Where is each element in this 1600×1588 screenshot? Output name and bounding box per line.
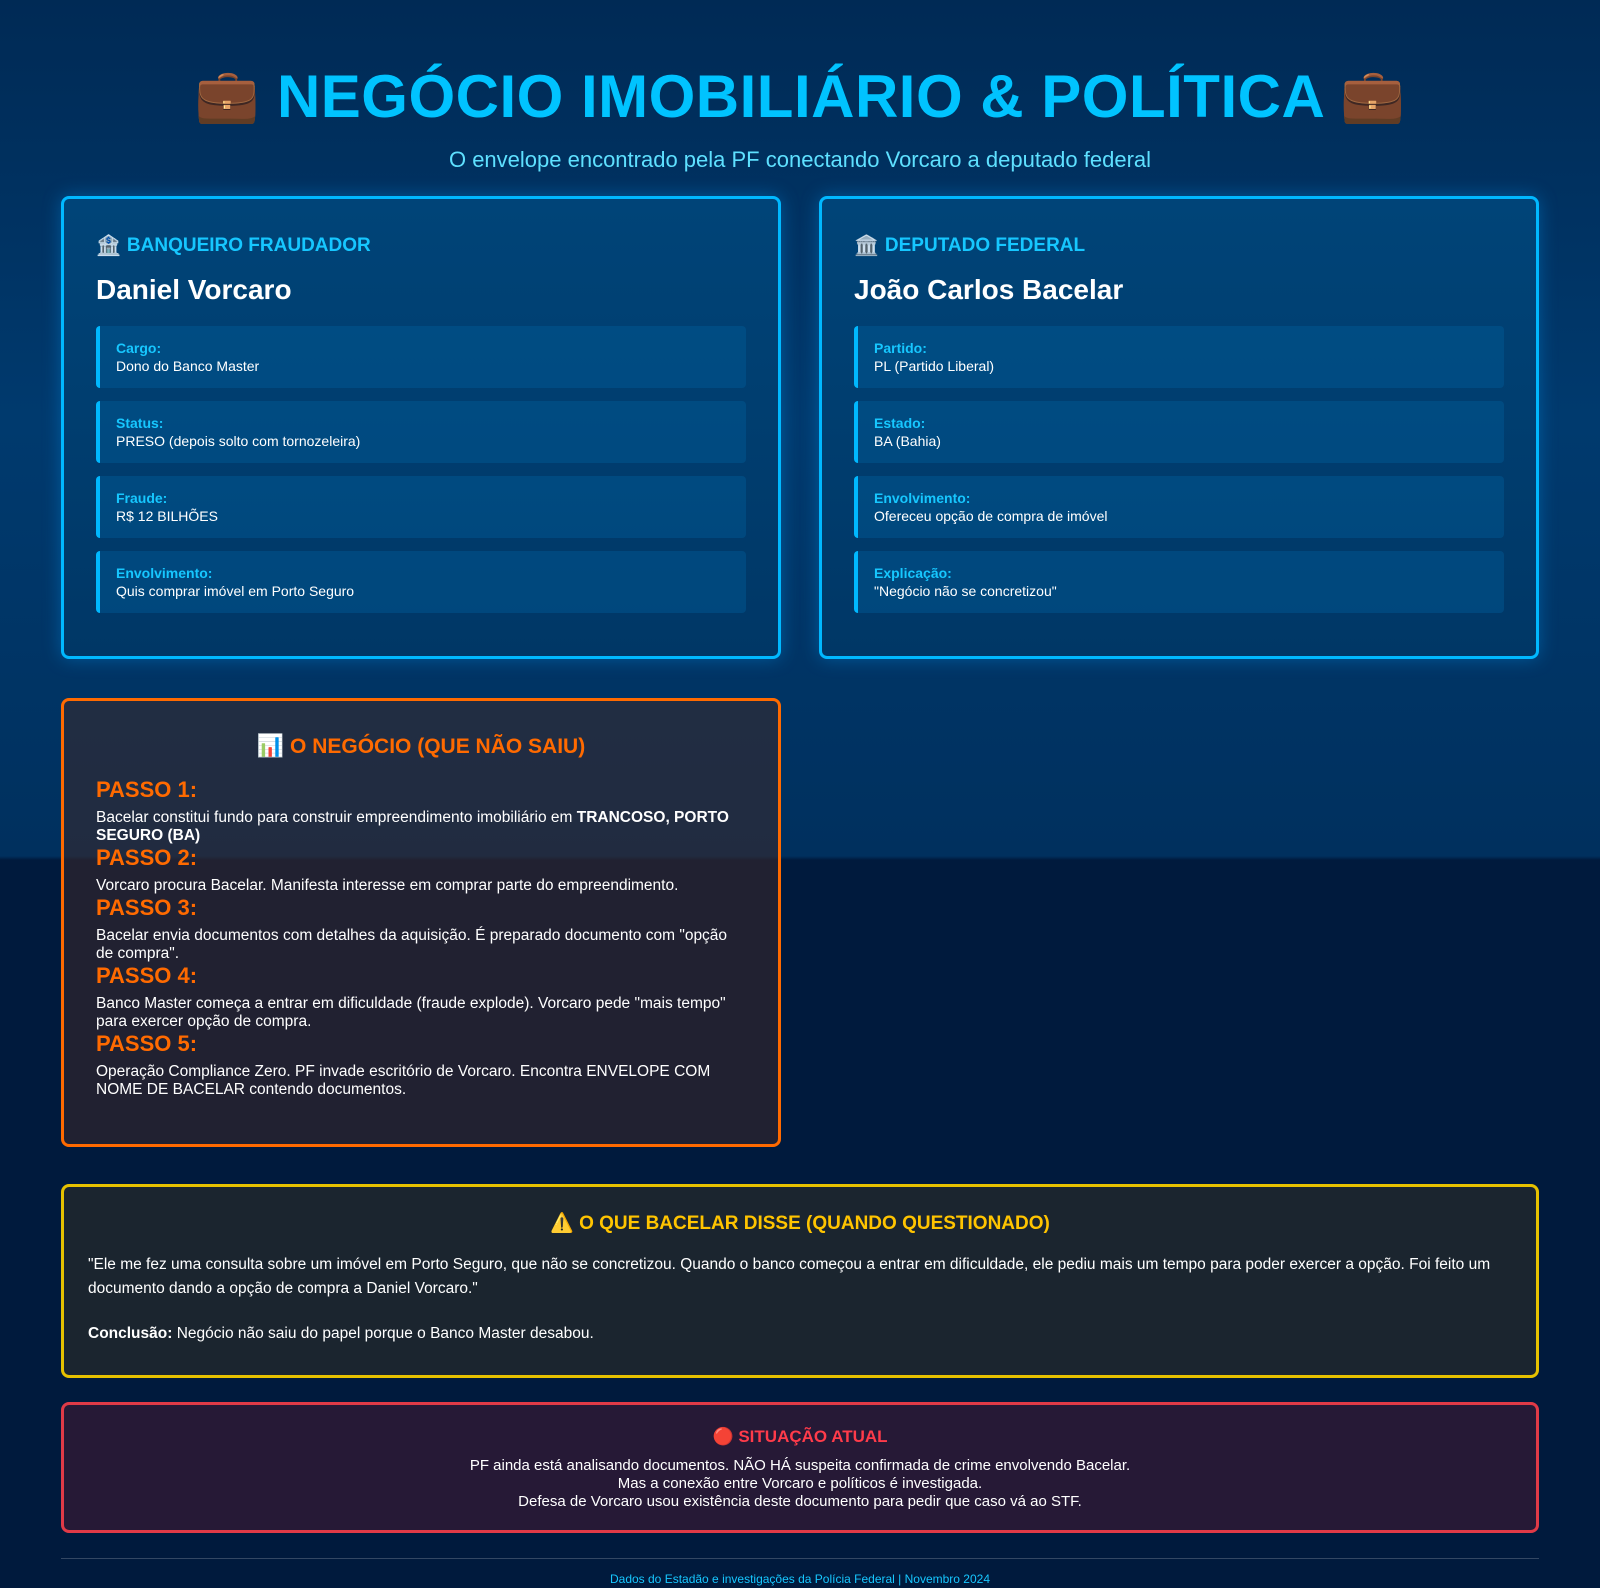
deputy-fields — [854, 326, 1504, 613]
warning-icon: ⚠️ — [550, 1213, 574, 1234]
conclusion-label: Conclusão: — [88, 1325, 173, 1342]
deputy-role-label: DEPUTADO FEDERAL — [884, 234, 1086, 256]
page-title — [0, 60, 1600, 133]
info-field — [854, 551, 1504, 613]
step-text: Bacelar envia documentos com detalhes da aquisição. É preparado documento com "opção de compra". — [96, 927, 728, 962]
page-header — [0, 60, 1600, 173]
field-value: "Negócio não se concretizou" — [874, 583, 1057, 599]
page-subtitle: O envelope encontrado pela PF conectando Vorcaro a deputado federal — [448, 147, 1152, 172]
info-field — [96, 476, 746, 538]
step-title: PASSO 2: — [96, 845, 198, 870]
field-label: Envolvimento: — [874, 490, 971, 506]
step-text: Operação Compliance Zero. PF invade escritório de Vorcaro. Encontra ENVELOPE COM NOME DE BACELAR contendo documentos. — [96, 1063, 711, 1098]
field-value: Quis comprar imóvel em Porto Seguro — [116, 583, 355, 599]
deal-heading — [96, 733, 746, 759]
situation-lines — [88, 1457, 1512, 1511]
info-field — [854, 326, 1504, 388]
briefcase-icon: 💼 — [194, 67, 260, 125]
bacelar-statement-card — [61, 1184, 1539, 1378]
step-text-plain: Bacelar constitui fundo para construir empreendimento imobiliário em — [96, 809, 577, 826]
footer-divider — [61, 1558, 1539, 1559]
field-label: Fraude: — [116, 490, 168, 506]
step-title: PASSO 4: — [96, 963, 198, 988]
briefcase-icon: 💼 — [1340, 67, 1406, 125]
field-label: Cargo: — [116, 340, 162, 356]
banker-fields — [96, 326, 746, 613]
deal-timeline-card — [61, 698, 781, 1147]
footer-source: Dados do Estadão e investigações da Polícia Federal | Novembro 2024 — [609, 1572, 990, 1586]
page-title-text: NEGÓCIO IMOBILIÁRIO & POLÍTICA — [276, 63, 1324, 130]
government-building-icon: 🏛️ — [854, 235, 879, 257]
step-text — [96, 809, 746, 845]
info-field — [854, 401, 1504, 463]
deal-steps — [96, 777, 746, 1099]
situation-line: Defesa de Vorcaro usou existência deste documento para pedir que caso vá ao STF. — [518, 1493, 1082, 1510]
info-field — [96, 551, 746, 613]
situation-line: Mas a conexão entre Vorcaro e políticos é investigada. — [617, 1475, 983, 1492]
statement-quote: "Ele me fez uma consulta sobre um imóvel em Porto Seguro, que não se concretizou. Quando o banco começou a entrar em dificuldade, ele pediu mais um tempo para poder exercer a opção. Foi feito um documento dando a opção de compra a Daniel Vorcaro." — [88, 1256, 1491, 1297]
info-field — [854, 476, 1504, 538]
conclusion-text: Negócio não saiu do papel porque o Banco Master desabou. — [172, 1325, 594, 1342]
deal-step — [96, 1031, 746, 1099]
deal-step — [96, 777, 746, 845]
step-text: Banco Master começa a entrar em dificuldade (fraude explode). Vorcaro pede "mais tempo" para exercer opção de compra. — [96, 995, 726, 1030]
step-text: Vorcaro procura Bacelar. Manifesta interesse em comprar parte do empreendimento. — [96, 877, 679, 894]
field-label: Explicação: — [874, 565, 952, 581]
deal-step — [96, 895, 746, 963]
field-value: BA (Bahia) — [874, 433, 941, 449]
field-value: Ofereceu opção de compra de imóvel — [874, 508, 1108, 524]
field-label: Partido: — [874, 340, 927, 356]
field-label: Status: — [116, 415, 164, 431]
deputy-name: João Carlos Bacelar — [854, 274, 1124, 305]
field-label: Envolvimento: — [116, 565, 213, 581]
statement-heading-text: O QUE BACELAR DISSE (QUANDO QUESTIONADO) — [579, 1213, 1050, 1234]
bank-icon: 🏦 — [96, 235, 121, 257]
deputy-card — [819, 196, 1539, 659]
deal-heading-text: O NEGÓCIO (QUE NÃO SAIU) — [290, 735, 586, 758]
field-value: Dono do Banco Master — [116, 358, 260, 374]
deal-step — [96, 845, 746, 895]
field-value: PRESO (depois solto com tornozeleira) — [116, 433, 361, 449]
statement-conclusion — [88, 1325, 1512, 1343]
deputy-role — [854, 233, 1504, 258]
banker-card — [61, 196, 781, 659]
banker-role — [96, 233, 746, 258]
situation-heading-text: SITUAÇÃO ATUAL — [738, 1427, 888, 1446]
situation-line: PF ainda está analisando documentos. NÃO HÁ suspeita confirmada de crime envolvendo Bacelar. — [469, 1457, 1131, 1474]
banker-name: Daniel Vorcaro — [96, 274, 292, 305]
deal-step — [96, 963, 746, 1031]
statement-heading — [88, 1211, 1512, 1235]
step-title: PASSO 3: — [96, 895, 198, 920]
red-circle-icon: 🔴 — [712, 1427, 734, 1446]
current-situation-card — [61, 1402, 1539, 1533]
field-value: PL (Partido Liberal) — [874, 358, 995, 374]
bar-chart-icon: 📊 — [256, 733, 285, 758]
situation-heading — [88, 1427, 1512, 1447]
field-value: R$ 12 BILHÕES — [116, 508, 218, 524]
step-text-strong: TRANCOSO, PORTO SEGURO (BA) — [96, 809, 729, 844]
info-field — [96, 401, 746, 463]
field-label: Estado: — [874, 415, 926, 431]
info-field — [96, 326, 746, 388]
step-title: PASSO 5: — [96, 1031, 198, 1056]
step-title: PASSO 1: — [96, 777, 198, 802]
banker-role-label: BANQUEIRO FRAUDADOR — [126, 234, 371, 256]
